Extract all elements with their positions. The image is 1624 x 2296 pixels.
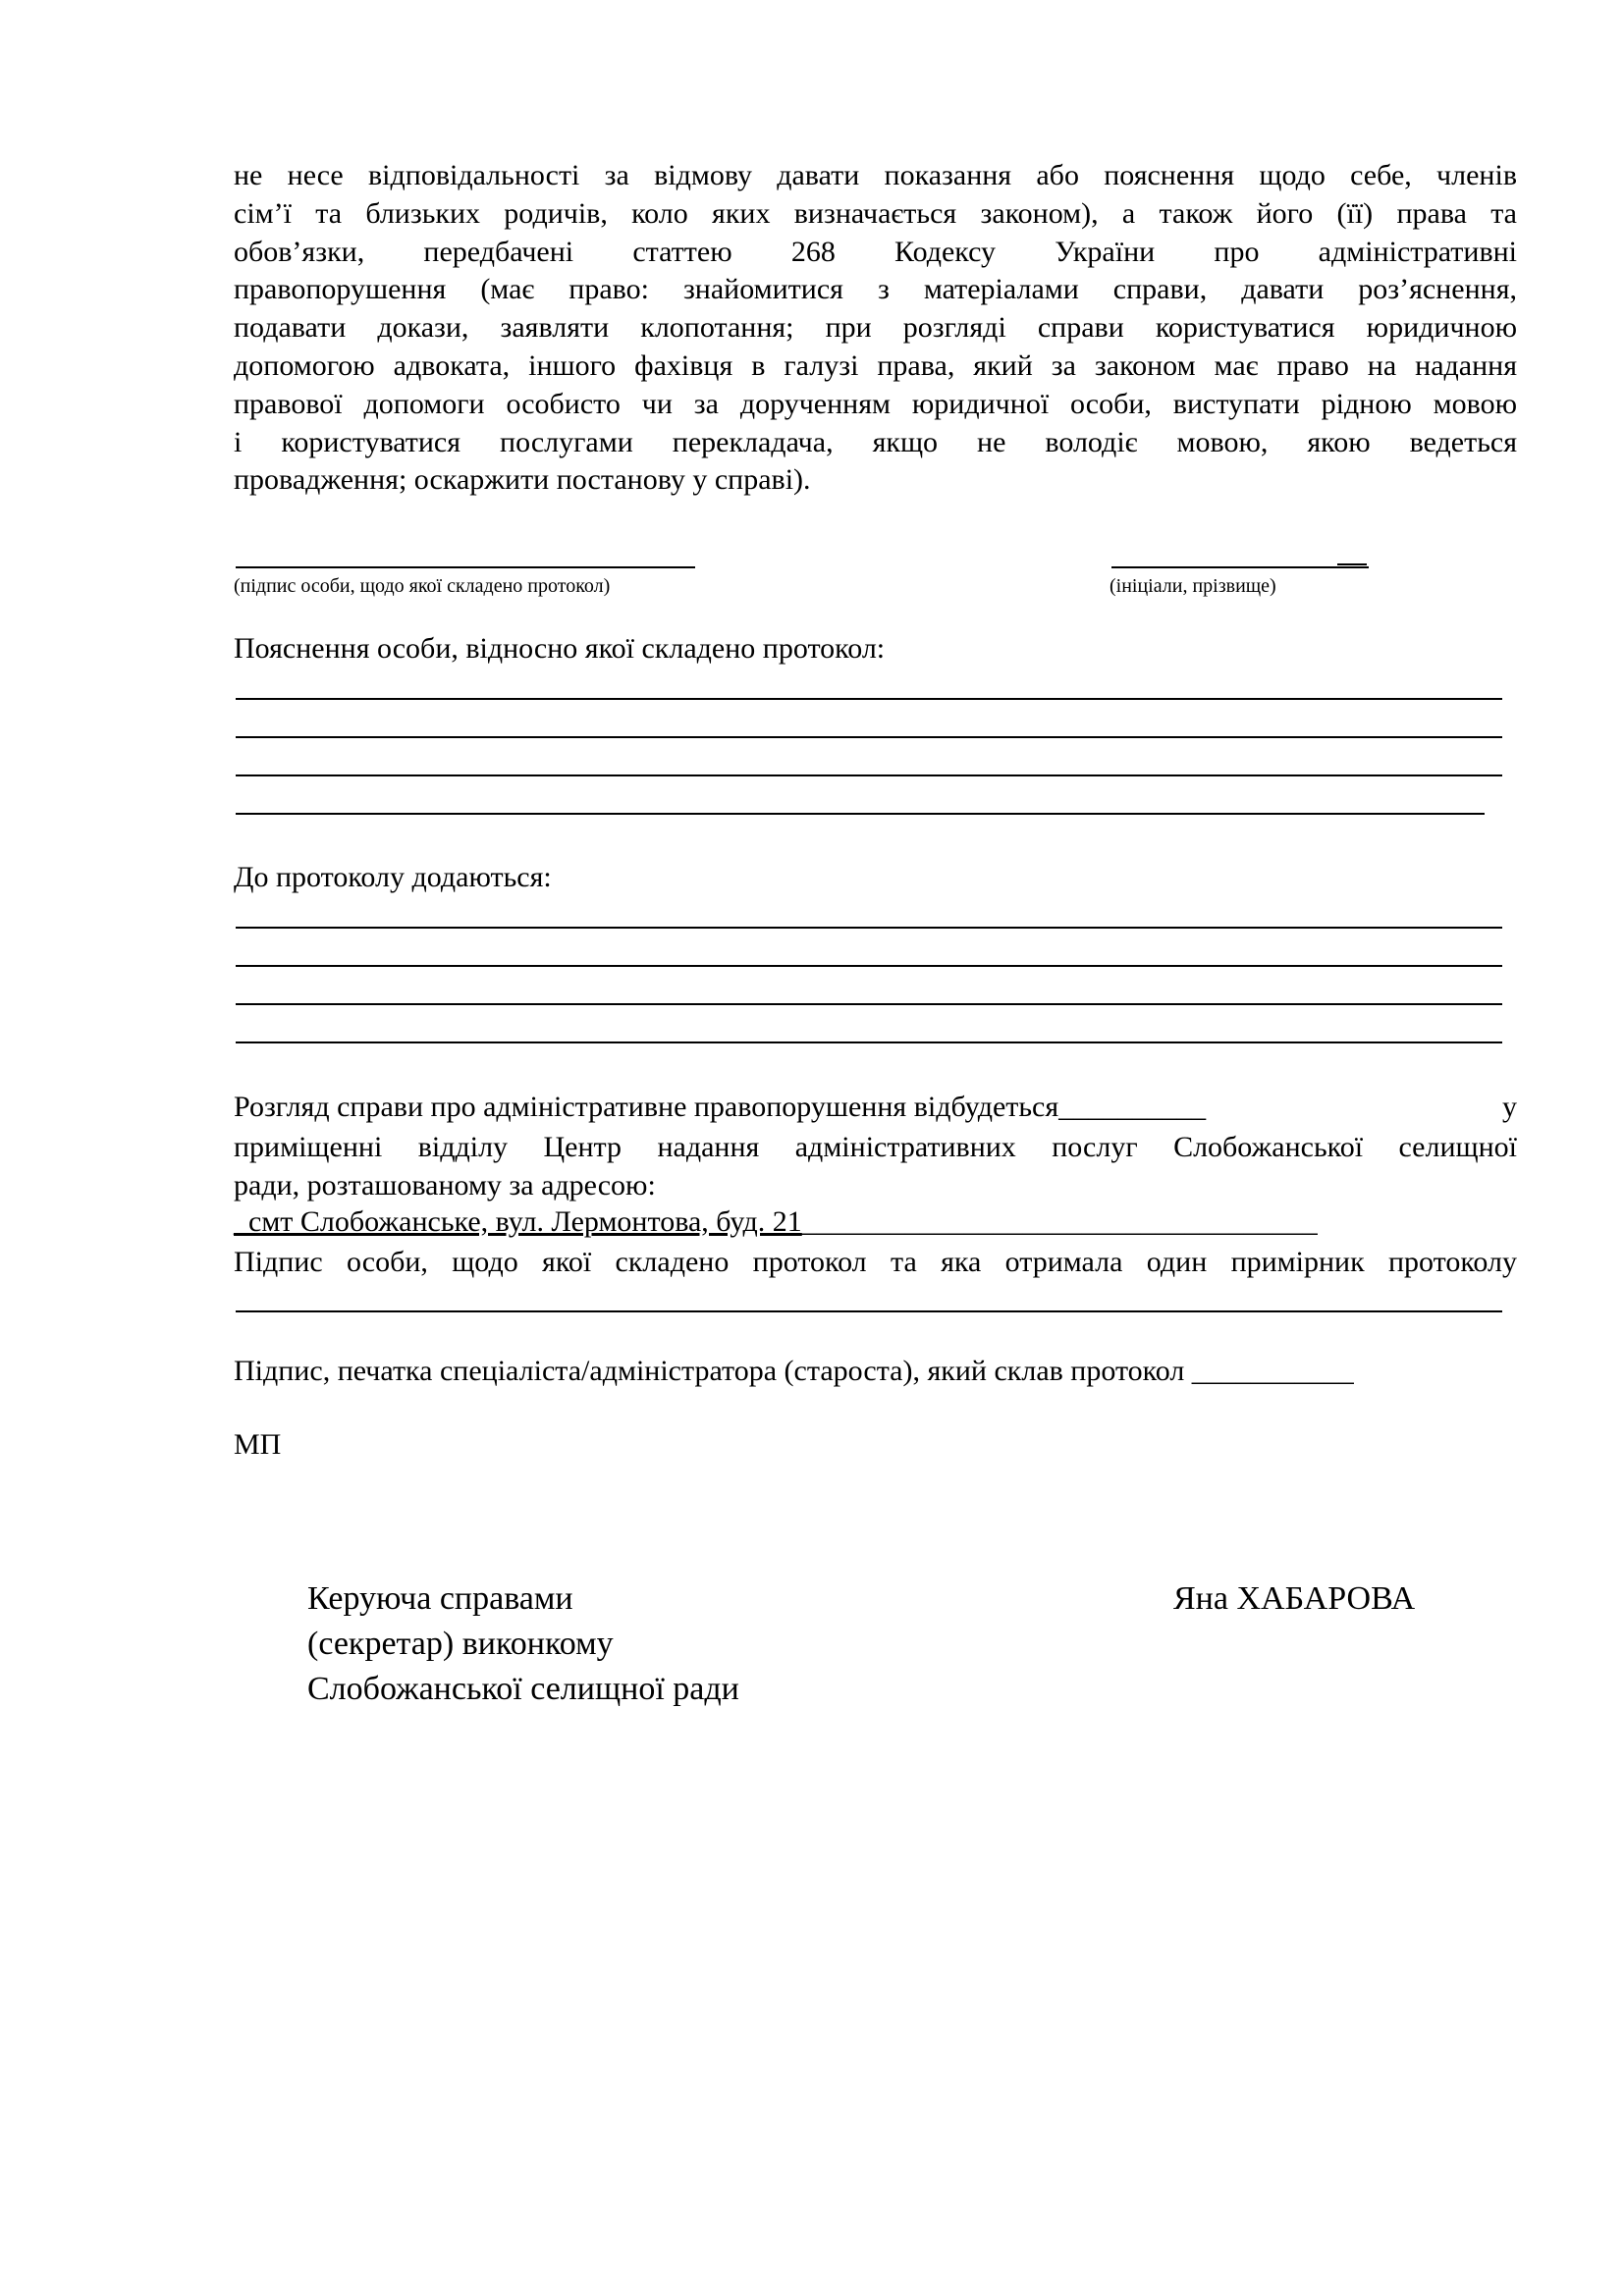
- paragraph-line: не несе відповідальності за відмову давати показання або пояснення щодо себе, членів: [234, 159, 1517, 191]
- officer-signature-line: Підпис, печатка спеціаліста/адміністратора (староста), який склав протокол ___________: [234, 1355, 1354, 1387]
- explanation-label: Пояснення особи, відносно якої складено протокол:: [234, 632, 886, 665]
- initials-caption: (ініціали, прізвище): [1110, 575, 1276, 597]
- paragraph-line: допомогою адвоката, іншого фахівця в галузі права, який за законом має право на надання: [234, 348, 1517, 382]
- paragraph-line: правопорушення (має право: знайомитися з матеріалами справи, давати роз’яснення,: [234, 273, 1517, 306]
- attachments-rule: [236, 927, 1502, 929]
- rights-paragraph: [234, 157, 1517, 500]
- stamp-label: МП: [234, 1428, 282, 1461]
- receipt-signature-rule: [236, 1310, 1502, 1312]
- initials-line-accent: [1337, 563, 1367, 565]
- position-line: (секретар) виконкому: [307, 1626, 614, 1662]
- explanation-rule: [236, 736, 1502, 738]
- footer-position: [307, 1576, 739, 1712]
- paragraph-line: і користуватися послугами перекладача, якщо не володіє мовою, якою ведеться: [234, 425, 1517, 458]
- position-line: Керуюча справами: [307, 1580, 573, 1617]
- explanation-rule: [236, 813, 1485, 815]
- hearing-line: приміщенні відділу Центр надання адміністративних послуг Слобожанської селищної: [234, 1131, 1517, 1163]
- attachments-rule: [236, 1041, 1502, 1043]
- address-text: _смт Слобожанське, вул. Лермонтова, буд. 21: [234, 1205, 802, 1238]
- receipt-paragraph: [234, 1244, 1517, 1282]
- attachments-rule: [236, 965, 1502, 967]
- signatory-name: Яна ХАБАРОВА: [1173, 1580, 1416, 1617]
- paragraph-line: правової допомоги особисто чи за дорученням юридичної особи, виступати рідною мовою: [234, 387, 1517, 420]
- position-line: Слобожанської селищної ради: [307, 1671, 739, 1707]
- signature-line: [236, 566, 695, 568]
- paragraph-line: сім’ї та близьких родичів, коло яких визначається законом), а також його (її) права та: [234, 196, 1517, 230]
- paragraph-line: обов’язки, передбачені статтею 268 Кодексу України про адміністративні: [234, 235, 1517, 268]
- address-fill: ___________________________________: [801, 1205, 1318, 1238]
- explanation-rule: [236, 774, 1502, 776]
- explanation-rule: [236, 698, 1502, 700]
- paragraph-line: провадження; оскаржити постанову у справі).: [234, 463, 811, 497]
- attachments-rule: [236, 1003, 1502, 1005]
- hearing-text: Розгляд справи про адміністративне правопорушення відбудеться__________: [234, 1091, 1207, 1123]
- initials-line: [1111, 566, 1369, 568]
- paragraph-line: подавати докази, заявляти клопотання; при розгляді справи користуватися юридичною: [234, 311, 1517, 345]
- receipt-line: Підпис особи, щодо якої складено протокол та яка отримала один примірник протоколу: [234, 1246, 1517, 1278]
- hearing-paragraph: [234, 1129, 1517, 1205]
- signature-caption: (підпис особи, щодо якої складено протокол): [234, 575, 611, 597]
- hearing-text-end: у: [1502, 1091, 1517, 1123]
- hearing-address: [234, 1205, 1318, 1239]
- attachments-label: До протоколу додаються:: [234, 861, 552, 893]
- hearing-line: ради, розташованому за адресою:: [234, 1168, 656, 1201]
